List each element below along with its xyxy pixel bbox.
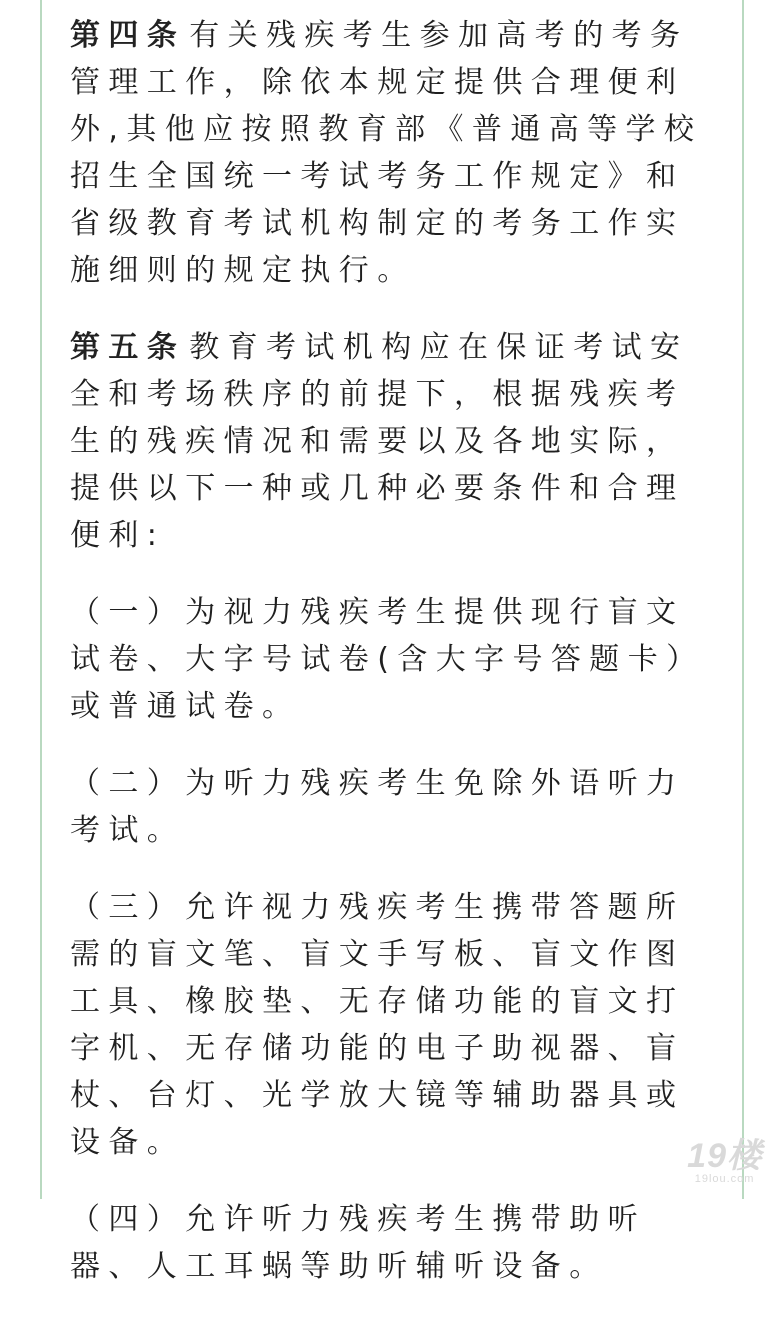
- article-5: [70, 324, 720, 559]
- watermark-logo: [687, 1139, 762, 1185]
- article-4-text: 有关残疾考生参加高考的考务管理工作，除依本规定提供合理便利外,其他应按照教育部《普通高等学校招生全国统一考试考务工作规定》和省级教育考试机构制定的考务工作实施细则的规定执行。: [70, 18, 703, 288]
- item-1: （一）为视力残疾考生提供现行盲文试卷、大字号试卷(含大字号答题卡）或普通试卷。: [70, 595, 705, 724]
- article-5-text: 教育考试机构应在保证考试安全和考场秩序的前提下，根据残疾考生的残疾情况和需要以及各地实际，提供以下一种或几种必要条件和合理便利:: [70, 330, 689, 553]
- right-border: [742, 0, 744, 1199]
- article-5-heading: 第五条: [70, 330, 186, 365]
- document-body: [70, 12, 720, 1320]
- item-2: （二）为听力残疾考生免除外语听力考试。: [70, 766, 685, 848]
- item-3: （三）允许视力残疾考生携带答题所需的盲文笔、盲文手写板、盲文作图工具、橡胶垫、无存储功能的盲文打字机、无存储功能的电子助视器、盲杖、台灯、光学放大镜等辅助器具或设备。: [70, 890, 685, 1160]
- watermark-sub: 19lou.com: [694, 1173, 755, 1185]
- article-4: [70, 12, 720, 294]
- article-4-heading: 第四条: [70, 18, 186, 53]
- item-4: （四）允许听力残疾考生携带助听器、人工耳蜗等助听辅听设备。: [70, 1202, 646, 1284]
- left-border: [40, 0, 42, 1199]
- watermark-main: 19楼: [687, 1137, 762, 1175]
